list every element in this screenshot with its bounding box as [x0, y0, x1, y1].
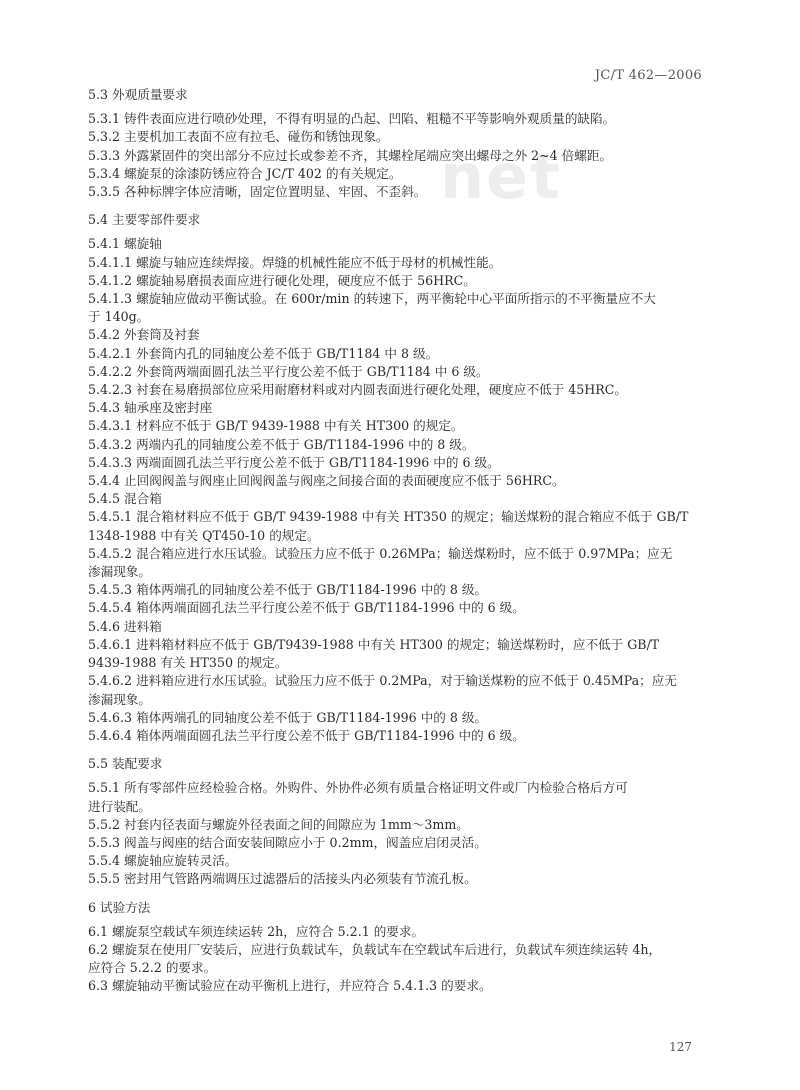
text-line: 进行装配。 — [88, 798, 151, 814]
text-line: 5.4.4 止回阀阀盖与阀座止回阀阀盖与阀座之间接合面的表面硬度应不低于 56HRC。 — [88, 473, 565, 489]
text-line: 5.4.3.1 材料应不低于 GB/T 9439-1988 中有关 HT300 的规定。 — [88, 418, 464, 434]
section-heading: 5.4 主要零部件要求 — [88, 212, 201, 228]
text-line: 5.4.6.1 进料箱材料应不低于 GB/T9439-1988 中有关 HT300 的规定；输送煤粉时，应不低于 GB/T — [88, 636, 660, 652]
text-line: 5.4.5.2 混合箱应进行水压试验。试验压力应不低于 0.26MPa；输送煤粉时，应不低于 0.97MPa；应无 — [88, 545, 673, 561]
text-line: 5.3.5 各种标牌字体应清晰，固定位置明显、牢固、不歪斜。 — [88, 184, 427, 200]
text-line: 1348-1988 中有关 QT450-10 的规定。 — [88, 527, 320, 543]
text-line: 6.2 螺旋泵在使用厂安装后，应进行负载试车，负载试车在空载试车后进行，负载试车须连续运转 4h， — [88, 941, 662, 957]
text-line: 6.1 螺旋泵空载试车须连续运转 2h，应符合 5.2.1 的要求。 — [88, 923, 425, 939]
text-line: 5.5.3 阀盖与阀座的结合面安装间隙应小于 0.2mm，阀盖应启闭灵活。 — [88, 834, 487, 850]
text-line: 5.4.6.3 箱体两端孔的同轴度公差不低于 GB/T1184-1996 中的 8 级。 — [88, 709, 488, 725]
text-line: 5.4.2.3 衬套在易磨损部位应采用耐磨材料或对内圆表面进行硬化处理，硬度应不低于 45HRC。 — [88, 382, 627, 398]
text-line: 5.4.5 混合箱 — [88, 491, 162, 507]
text-line: 5.5.5 密封用气管路两端调压过滤器后的活接头内必须装有节流孔板。 — [88, 871, 477, 887]
text-line: 5.4.1.3 螺旋轴应做动平衡试验。在 600r/min 的转速下，两平衡轮中心平面所指示的不平衡量应不大 — [88, 291, 656, 307]
section-heading: 5.5 装配要求 — [88, 756, 163, 772]
text-line: 5.4.1.2 螺旋轴易磨损表面应进行硬化处理，硬度应不低于 56HRC。 — [88, 272, 476, 288]
text-line: 5.4.3.3 两端面圆孔法兰平行度公差不低于 GB/T1184-1996 中的 6 级。 — [88, 454, 500, 470]
spacer — [88, 745, 710, 755]
text-line: 5.4.5.3 箱体两端孔的同轴度公差不低于 GB/T1184-1996 中的 8 级。 — [88, 582, 488, 598]
text-line: 应符合 5.2.2 的要求。 — [88, 960, 217, 976]
text-line: 5.3.3 外露紧固件的突出部分不应过长或参差不齐，其螺栓尾端应突出螺母之外 2~4 倍螺距。 — [88, 147, 613, 163]
spacer — [88, 201, 710, 211]
text-line: 渗漏现象。 — [88, 564, 151, 580]
watermark: net — [440, 140, 562, 213]
standard-code: JC/T 462—2006 — [594, 68, 702, 83]
document-body — [88, 86, 710, 996]
section-heading: 6 试验方法 — [88, 899, 151, 915]
text-line: 6.3 螺旋轴动平衡试验应在动平衡机上进行，并应符合 5.4.1.3 的要求。 — [88, 978, 492, 994]
text-line: 5.4.2 外套筒及衬套 — [88, 327, 200, 343]
text-line: 5.4.2.2 外套筒两端面圆孔法兰平行度公差不低于 GB/T1184 中 6 级。 — [88, 363, 489, 379]
text-line: 5.4.6.2 进料箱应进行水压试验。试验压力应不低于 0.2MPa，对于输送煤粉的应不低于 0.45MPa；应无 — [88, 673, 677, 689]
text-line: 5.5.4 螺旋轴应旋转灵活。 — [88, 853, 238, 869]
text-line: 5.4.3 轴承座及密封座 — [88, 400, 213, 416]
text-line: 5.4.3.2 两端内孔的同轴度公差不低于 GB/T1184-1996 中的 8 级。 — [88, 436, 475, 452]
text-line: 5.4.1 螺旋轴 — [88, 236, 162, 252]
text-line: 5.4.5.1 混合箱材料应不低于 GB/T 9439-1988 中有关 HT350 的规定；输送煤粉的混合箱应不低于 GB/T — [88, 509, 689, 525]
text-line: 5.4.1.1 螺旋与轴应连续焊接。焊缝的机械性能应不低于母材的机械性能。 — [88, 254, 502, 270]
text-line: 9439-1988 有关 HT350 的规定。 — [88, 655, 288, 671]
text-line: 渗漏现象。 — [88, 691, 151, 707]
text-line: 5.3.4 螺旋泵的涂漆防锈应符合 JC/T 402 的有关规定。 — [88, 165, 402, 181]
text-line: 5.4.6.4 箱体两端面圆孔法兰平行度公差不低于 GB/T1184-1996 中的 6 级。 — [88, 727, 525, 743]
text-line: 5.4.2.1 外套筒内孔的同轴度公差不低于 GB/T1184 中 8 级。 — [88, 345, 439, 361]
text-line: 5.4.6 进料箱 — [88, 618, 162, 634]
text-line: 5.3.2 主要机加工表面不应有拉毛、碰伤和锈蚀现象。 — [88, 129, 389, 145]
text-line: 于 140g。 — [88, 309, 150, 325]
section-heading: 5.3 外观质量要求 — [88, 87, 188, 102]
text-line: 5.5.2 衬套内径表面与螺旋外径表面之间的间隙应为 1mm～3mm。 — [88, 816, 469, 832]
spacer — [88, 889, 710, 899]
text-line: 5.5.1 所有零部件应经检验合格。外购件、外协件必须有质量合格证明文件或厂内检验合格后方可 — [88, 780, 628, 796]
page-number: 127 — [669, 1040, 692, 1054]
text-line: 5.4.5.4 箱体两端面圆孔法兰平行度公差不低于 GB/T1184-1996 中的 6 级。 — [88, 600, 525, 616]
text-line: 5.3.1 铸件表面应进行喷砂处理，不得有明显的凸起、凹陷、粗糙不平等影响外观质量的缺陷。 — [88, 111, 616, 127]
